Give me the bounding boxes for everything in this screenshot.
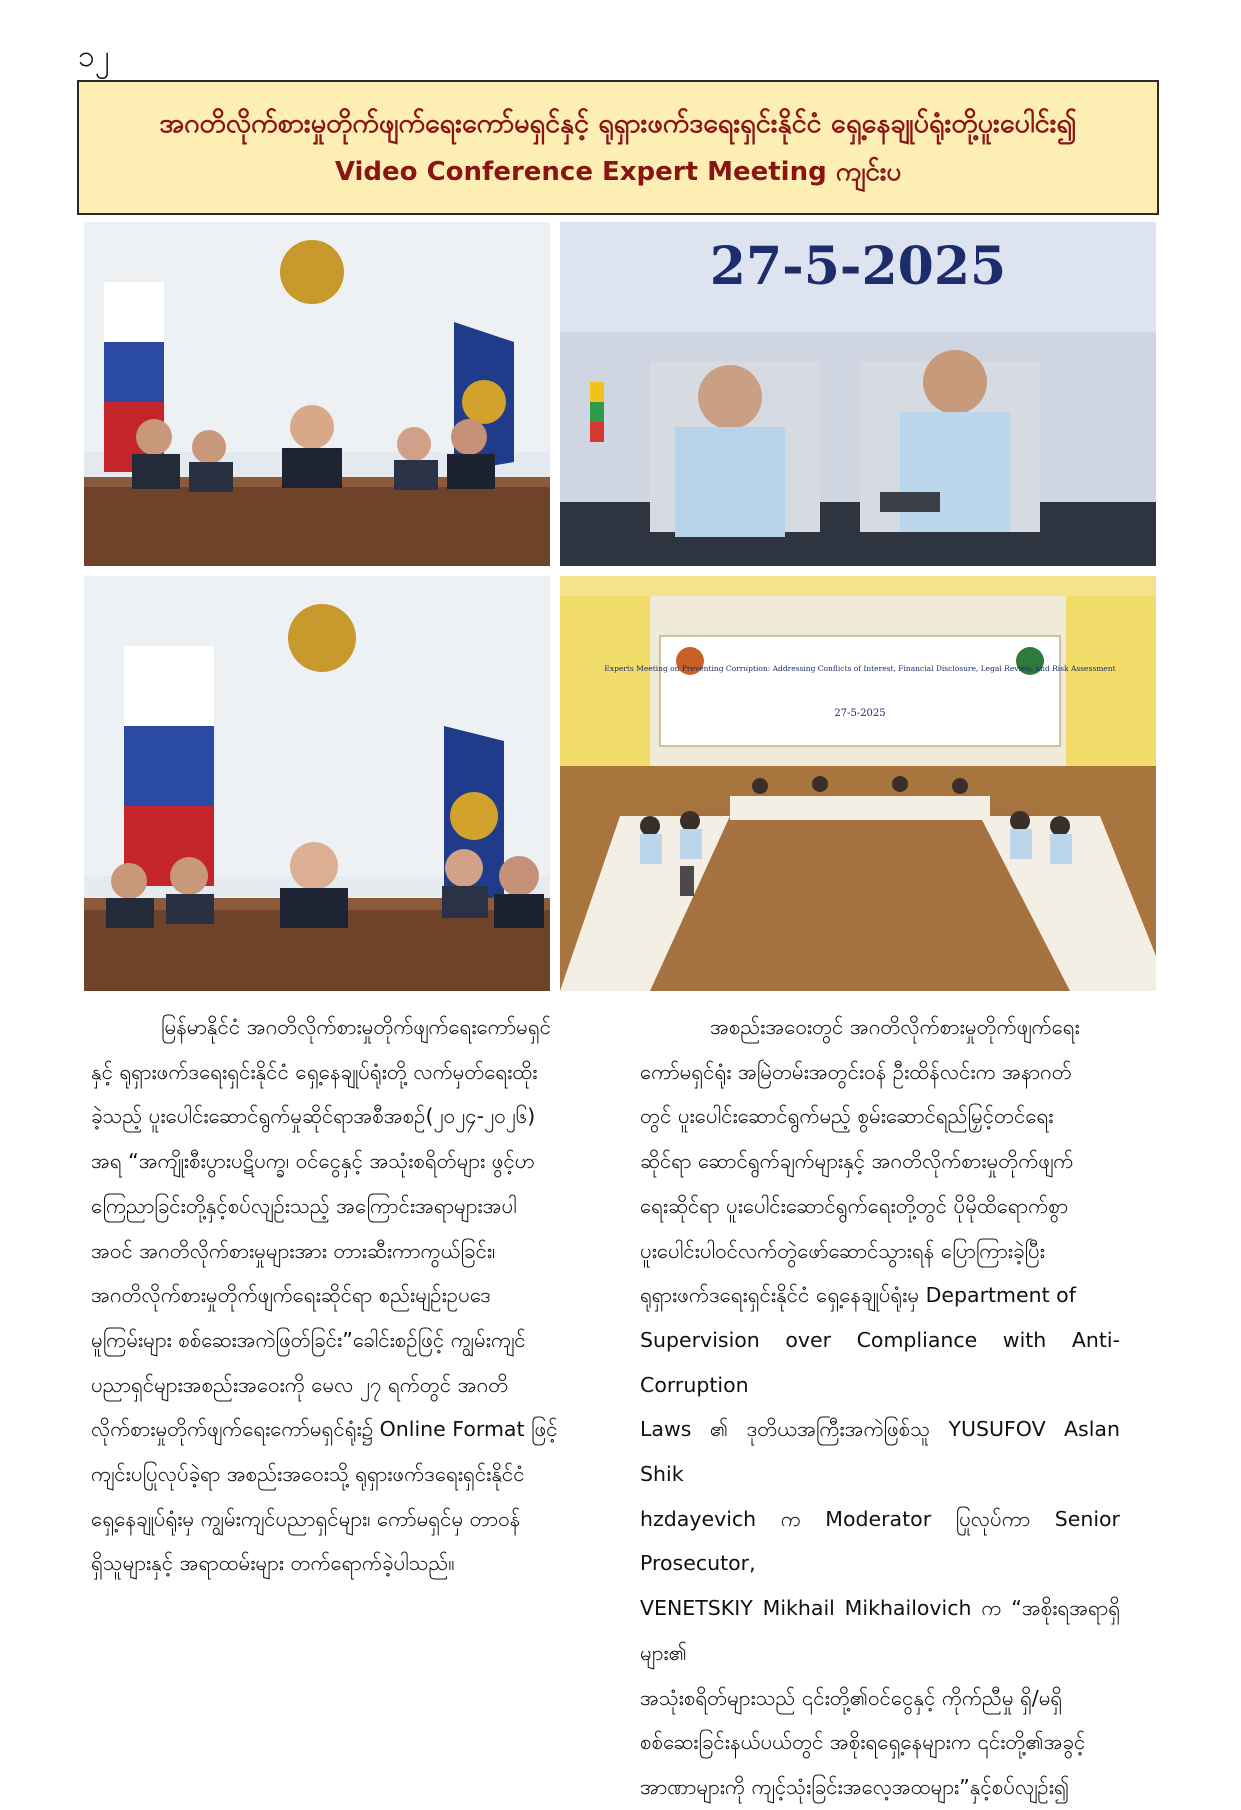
paragraph-line: ခဲ့သည့် ပူးပေါင်းဆောင်ရွက်မှုဆိုင်ရာအစီအစဉ်(၂၀၂၄-၂၀၂၆) [91, 1104, 536, 1129]
headline-line-2: Video Conference Expert Meeting ကျင်းပ [334, 157, 902, 187]
banner-heading: Experts Meeting on Preventing Corruption: Addressing Conflicts of Interest, Financial Disclosure, Legal Review, and Risk Assessment [604, 664, 1116, 673]
paragraph-line: အာဏာများကို ကျင့်သုံးခြင်းအလေ့အထများ”နှင့်စပ်လျဉ်း၍ [640, 1774, 1070, 1799]
paragraph-line: တွင် ပူးပေါင်းဆောင်ရွက်မည့် စွမ်းဆောင်ရည်မြှင့်တင်ရေး [640, 1104, 1054, 1129]
paragraph-line: ရှိသူများနှင့် အရာထမ်းများ တက်ရောက်ခဲ့ပါသည်။ [91, 1551, 455, 1576]
paragraph-line: မူကြမ်းများ စစ်ဆေးအကဲဖြတ်ခြင်း”ခေါင်းစဉ်ဖြင့် ကျွမ်းကျင် [91, 1327, 526, 1352]
paragraph-line: ကျင်းပပြုလုပ်ခဲ့ရာ အစည်းအဝေးသို့ ရုရှားဖက်ဒရေးရှင်းနိုင်ငံ [91, 1462, 525, 1487]
photo-russian-delegation-1 [84, 222, 550, 566]
paragraph-line: အဂတိလိုက်စားမှုတိုက်ဖျက်ရေးဆိုင်ရာ စည်းမျဉ်းဥပဒေ [91, 1283, 491, 1308]
paragraph-line: ရုရှားဖက်ဒရေးရှင်းနိုင်ငံ ရှေ့နေချုပ်ရုံးမှ Department of [640, 1283, 1076, 1308]
paragraph-line: ပူးပေါင်းပါဝင်လက်တွဲဖော်ဆောင်သွားရန် ပြောကြားခဲ့ပြီး [640, 1238, 1045, 1263]
photo-conference-room [560, 576, 1156, 991]
paragraph-line: ကြေညာခြင်းတို့နှင့်စပ်လျဉ်းသည့် အကြောင်းအရာများအပါ [91, 1193, 517, 1218]
paragraph-line: hzdayevich က Moderator ပြုလုပ်ကာ Senior Prosecutor, [640, 1506, 1120, 1576]
article-column-left [91, 1005, 571, 1586]
photo-myanmar-officials [560, 222, 1156, 566]
page-number: ၁၂ [78, 39, 110, 74]
paragraph-line: ဆိုင်ရာ ဆောင်ရွက်ချက်များနှင့် အဂတိလိုက်စားမှုတိုက်ဖျက် [640, 1149, 1074, 1174]
headline-line-1: အဂတိလိုက်စားမှုတိုက်ဖျက်ရေးကော်မရှင်နှင့် ရုရှားဖက်ဒရေးရှင်းနိုင်ငံ ရှေ့နေချုပ်ရုံးတို့ပူးပေါင်း၍ [159, 108, 1077, 139]
banner-date: 27-5-2025 [834, 708, 886, 719]
paragraph-line: အစည်းအဝေးတွင် အဂတိလိုက်စားမှုတိုက်ဖျက်ရေး [710, 1015, 1080, 1039]
paragraph-line: Supervision over Compliance with Anti-Corruption [640, 1327, 1120, 1397]
paragraph-line: အသုံးစရိတ်များသည် ၎င်းတို့၏ဝင်ငွေနှင့် ကိုက်ညီမှု ရှိ/မရှိ [640, 1685, 1063, 1710]
paragraph-line: အရ “အကျိုးစီးပွားပဋိပက္ခ၊ ဝင်ငွေနှင့် အသုံးစရိတ်များ ဖွင့်ဟ [91, 1149, 535, 1174]
paragraph-line: ရှေ့နေချုပ်ရုံးမှ ကျွမ်းကျင်ပညာရှင်များ၊ ကော်မရှင်မှ တာဝန် [91, 1506, 521, 1531]
meeting-date-display: 27-5-2025 [709, 236, 1007, 297]
paragraph-line: Laws ၏ ဒုတိယအကြီးအကဲဖြစ်သူ YUSUFOV Aslan Shik [640, 1417, 1120, 1487]
photo-collage [84, 222, 1156, 991]
article-column-right [640, 1005, 1120, 1810]
paragraph-line: နှင့် ရုရှားဖက်ဒရေးရှင်းနိုင်ငံ ရှေ့နေချုပ်ရုံးတို့ လက်မှတ်ရေးထိုး [91, 1059, 538, 1084]
headline-box [77, 80, 1159, 215]
paragraph-line: စစ်ဆေးခြင်းနယ်ပယ်တွင် အစိုးရရှေ့နေများက ၎င်းတို့၏အခွင့် [640, 1730, 1086, 1755]
paragraph-line: အဝင် အဂတိလိုက်စားမှုများအား တားဆီးကာကွယ်ခြင်း၊ [91, 1238, 496, 1263]
paragraph-line: ရေးဆိုင်ရာ ပူးပေါင်းဆောင်ရွက်ရေးတို့တွင် ပိုမိုထိရောက်စွာ [640, 1193, 1069, 1218]
paragraph-line: မြန်မာနိုင်ငံ အဂတိလိုက်စားမှုတိုက်ဖျက်ရေးကော်မရှင် [161, 1015, 552, 1039]
paragraph-line: ကော်မရှင်ရုံး အမြဲတမ်းအတွင်းဝန် ဦးထိန်လင်းက အနာဂတ် [640, 1059, 1072, 1084]
paragraph-line: ပညာရှင်များအစည်းအဝေးကို မေလ ၂၇ ရက်တွင် အဂတိ [91, 1372, 509, 1397]
paragraph-line: လိုက်စားမှုတိုက်ဖျက်ရေးကော်မရှင်ရုံး၌ Online Format ဖြင့် [91, 1417, 558, 1442]
paragraph-line: VENETSKIY Mikhail Mikhailovich က “အစိုးရအရာရှိများ၏ [640, 1596, 1120, 1665]
photo-russian-delegation-2 [84, 576, 550, 991]
